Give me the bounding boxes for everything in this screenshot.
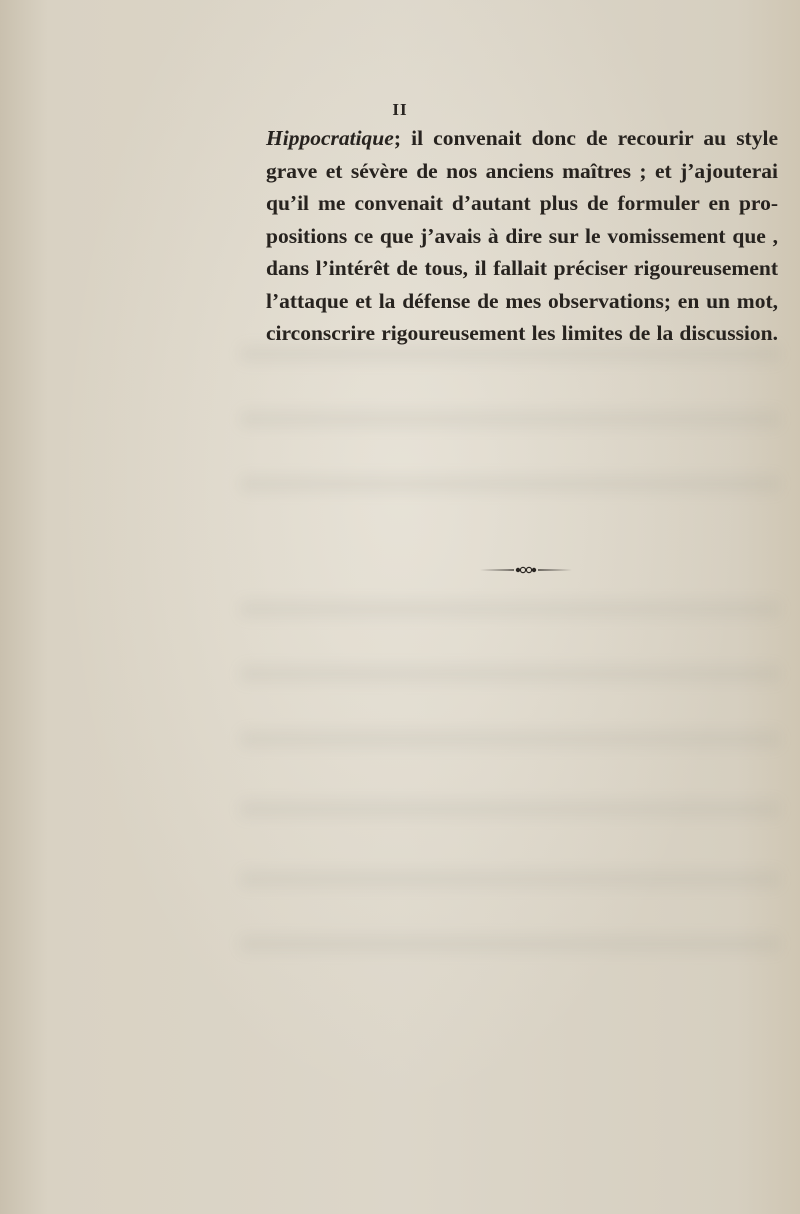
page-number: II (392, 100, 408, 119)
line-text: grave et sévère de nos anciens maîtres ; et j’ajouterai (266, 158, 778, 183)
line-text: qu’il me convenait d’autant plus de formuler en pro- (266, 191, 778, 215)
text-line (266, 252, 778, 285)
text-line (266, 187, 778, 220)
text-line (266, 317, 778, 350)
body-text (266, 122, 778, 350)
line-text: circonscrire rigoureusement les limites de la discussion. (266, 321, 778, 345)
line-text: positions ce que j’avais à dire sur le vomissement que , (266, 223, 778, 248)
line-text: ; il convenait donc de recourir au style (393, 126, 778, 150)
text-line (266, 220, 778, 253)
text-line (266, 155, 778, 188)
show-through (240, 600, 780, 618)
show-through (240, 800, 780, 818)
italic-word: Hippocratique (266, 126, 394, 150)
show-through (240, 870, 780, 888)
show-through (240, 935, 780, 953)
line-text: dans l’intérêt de tous, il fallait préciser rigoureusement (266, 256, 778, 280)
line-text: l’attaque et la défense de mes observations; en un mot, (266, 288, 778, 313)
show-through (240, 410, 780, 428)
text-line (266, 285, 778, 318)
show-through (240, 730, 780, 748)
printers-ornament-rule-icon (478, 565, 574, 575)
text-line (266, 122, 778, 155)
show-through (240, 665, 780, 683)
show-through (240, 475, 780, 493)
